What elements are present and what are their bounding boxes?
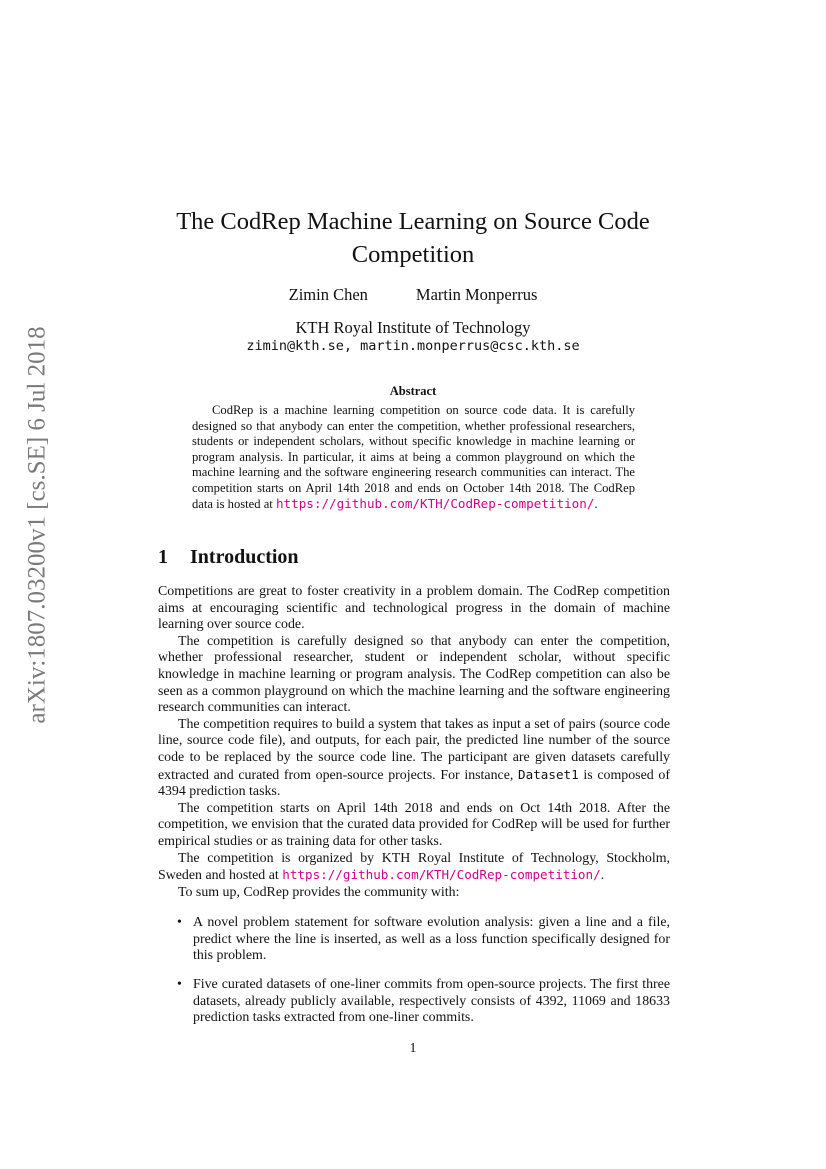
list-item-text: Five curated datasets of one-liner commits from open-source projects. The first three datasets, already publicly available, respectively consists of 4392, 11069 and 18633 prediction tasks extracted from one-liner commits. <box>193 977 670 1026</box>
affiliation: KTH Royal Institute of Technology <box>295 318 531 337</box>
section-number: 1 <box>158 546 168 568</box>
paragraph-text: The competition is organized by KTH Royal Institute of Technology, Stockholm, Sweden and hosted at <box>158 850 670 884</box>
list-item <box>158 977 670 1027</box>
abstract-text: CodRep is a machine learning competition on source code data. It is carefully designed so that anybody can enter the competition, whether professional researchers, students or independent scholars, without specific knowledge in machine learning or program analysis. In particular, it aims at being a common playground on which the machine learning and the software engineering research communities can interact. The competition starts on April 14th 2018 and ends on October 14th 2018. The CodRep data is hosted at <box>192 403 635 511</box>
paragraph-text: is composed of 4394 prediction tasks. <box>158 767 670 800</box>
paragraph: To sum up, CodRep provides the community with: <box>178 884 460 900</box>
section-heading <box>158 546 299 569</box>
section-body <box>158 584 670 1039</box>
paragraph <box>158 851 670 885</box>
author-name: Martin Monperrus <box>415 285 538 304</box>
paragraph: The competition starts on April 14th 2018 and ends on Oct 14th 2018. After the competition, we envision that the curated data provided for CodRep will be used for further empirical studies or as training data for other tasks. <box>158 800 670 849</box>
page-number: 1 <box>409 1041 417 1056</box>
repo-link[interactable]: https://github.com/KTH/CodRep-competition/ <box>282 867 601 883</box>
bullet-icon: • <box>177 977 182 993</box>
section-title: Introduction <box>190 546 299 568</box>
bullet-icon: • <box>177 915 182 931</box>
abstract-end: . <box>594 497 598 511</box>
author-emails[interactable]: zimin@kth.se, martin.monperrus@csc.kth.se <box>246 338 580 354</box>
contribution-list <box>158 915 670 1027</box>
author-list <box>0 285 826 305</box>
author-name: Zimin Chen <box>288 285 368 304</box>
abstract-body <box>192 403 635 513</box>
paper-title: The CodRep Machine Learning on Source Code Competition <box>176 208 650 268</box>
arxiv-side-stamp <box>20 326 56 724</box>
paragraph: Competitions are great to foster creativity in a problem domain. The CodRep competition aims at encouraging scientific and technological progress in the domain of machine learning over source code. <box>158 584 670 633</box>
dataset-code-name: Dataset1 <box>518 766 579 782</box>
abstract-heading: Abstract <box>389 384 437 398</box>
list-item <box>158 915 670 965</box>
paragraph-text: The competition requires to build a system that takes as input a set of pairs (source code line, source code file), and outputs, for each pair, the predicted line number of the source code to be replaced by the source code line. The participant are given datasets carefully extracted and curated from open-source projects. For instance, <box>158 716 670 783</box>
abstract-repo-link[interactable]: https://github.com/KTH/CodRep-competition/ <box>275 496 595 511</box>
paragraph-text: . <box>600 868 605 884</box>
arxiv-identifier: arXiv:1807.03200v1 [cs.SE] 6 Jul 2018 <box>24 326 52 724</box>
list-item-text: A novel problem statement for software evolution analysis: given a line and a file, predict where the line is inserted, as well as a loss function specifically designed for this problem. <box>193 915 670 964</box>
paragraph: The competition is carefully designed so that anybody can enter the competition, whether professional researcher, student or independent scholar, without specific knowledge in machine learning or program analysis. The CodRep competition can also be seen as a common playground on which the machine learning and the software engineering research communities can interact. <box>158 633 670 716</box>
abstract-paragraph <box>192 403 635 513</box>
paragraph <box>158 717 670 801</box>
